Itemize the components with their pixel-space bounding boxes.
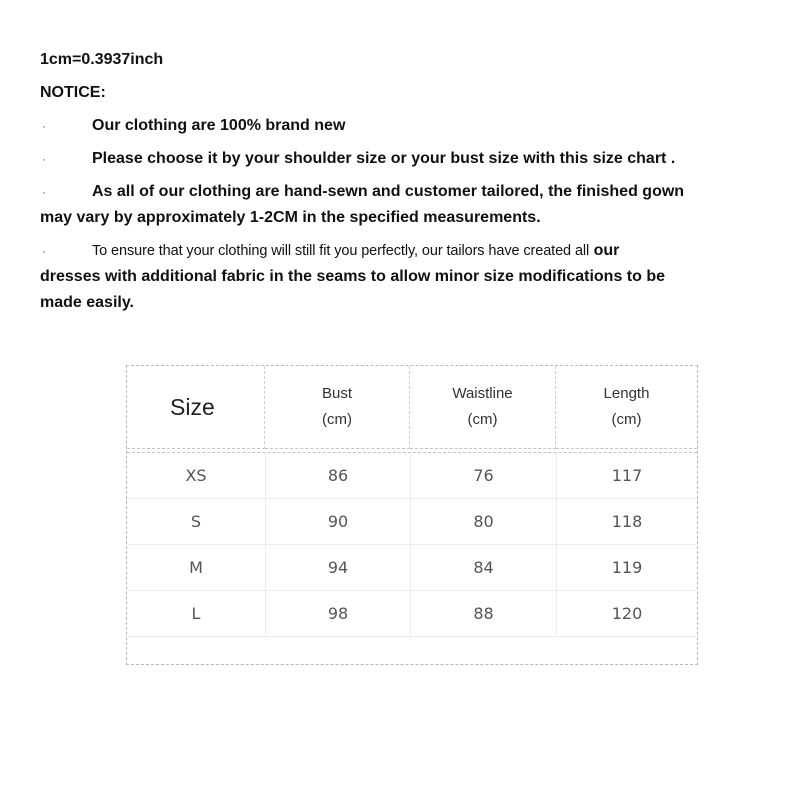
table-row (127, 545, 697, 591)
cell-waistline: 84 (410, 545, 556, 591)
cell-length: 117 (556, 453, 697, 499)
cell-size: M (127, 545, 265, 591)
table-row (127, 453, 697, 499)
notice-text-continued: may vary by approximately 1-2CM in the specified measurements. (40, 209, 541, 226)
cell-waistline: 76 (410, 453, 556, 499)
cell-bust: 86 (265, 453, 410, 499)
header-size: Size (127, 366, 265, 449)
bullet: · (42, 244, 46, 258)
bullet: · (42, 119, 46, 133)
cell-length: 119 (556, 545, 697, 591)
header-bust (265, 366, 410, 449)
header-length-unit: (cm) (611, 411, 642, 428)
notice-item-size-chart (40, 146, 770, 172)
table-header-row (127, 366, 697, 449)
notice-text-bold: our (593, 242, 620, 259)
notice-text-continued: dresses with additional fabric in the seams to allow minor size modifications to be (40, 268, 666, 285)
header-bust-unit: (cm) (322, 411, 352, 428)
notice-section (40, 47, 770, 316)
cell-size: XS (127, 453, 265, 499)
table-row (127, 591, 697, 637)
size-chart (126, 365, 698, 665)
cell-bust: 90 (265, 499, 410, 545)
notice-text: To ensure that your clothing will still fit you perfectly, our tailors have created all (92, 243, 590, 259)
bullet: · (42, 152, 46, 166)
notice-text: Please choose it by your shoulder size or your bust size with this size chart . (92, 150, 676, 167)
notice-item-fit (40, 238, 770, 316)
notice-text-continued: made easily. (40, 294, 134, 311)
header-waistline-label: Waistline (452, 385, 513, 402)
cell-bust: 98 (265, 591, 410, 637)
header-length-label: Length (603, 385, 650, 402)
unit-conversion: 1cm=0.3937inch (40, 51, 164, 68)
notice-item-hand-sewn (40, 179, 770, 231)
notice-item-brand-new (40, 113, 770, 139)
size-table (127, 366, 697, 637)
header-waistline (410, 366, 556, 449)
notice-text: Our clothing are 100% brand new (92, 117, 346, 134)
cell-bust: 94 (265, 545, 410, 591)
cell-waistline: 88 (410, 591, 556, 637)
cell-length: 118 (556, 499, 697, 545)
cell-length: 120 (556, 591, 697, 637)
cell-size: S (127, 499, 265, 545)
header-waistline-unit: (cm) (467, 411, 498, 428)
cell-size: L (127, 591, 265, 637)
header-length (556, 366, 697, 449)
notice-text: As all of our clothing are hand-sewn and customer tailored, the finished gown (92, 183, 685, 200)
header-bust-label: Bust (321, 385, 352, 402)
notice-title: NOTICE: (40, 84, 106, 101)
cell-waistline: 80 (410, 499, 556, 545)
bullet: · (42, 185, 46, 199)
table-row (127, 499, 697, 545)
